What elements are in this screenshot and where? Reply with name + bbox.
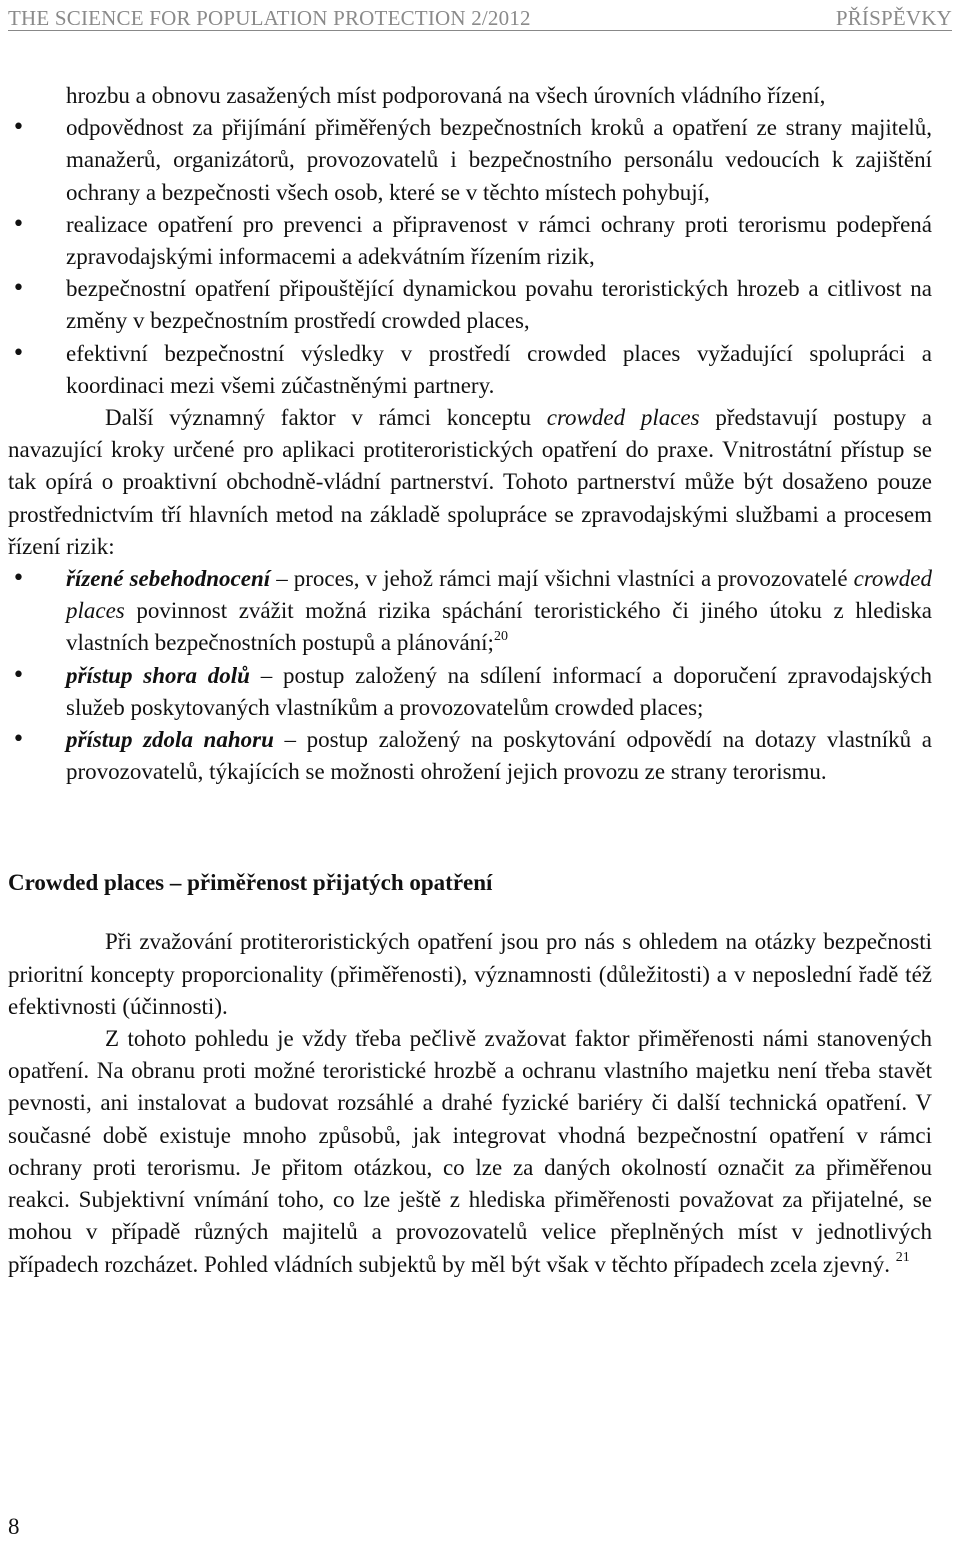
principles-list <box>8 80 932 402</box>
list-item: • řízené sebehodnocení – proces, v jehož rámci mají všichni vlastníci a provozovatelé crowded places povinnost zvážit možná rizika spáchání teroristického či jiného útoku z hlediska vlastních bezpečnostních postupů a plánování;$^{20}$ <box>8 563 932 660</box>
page-body <box>8 80 932 1281</box>
italic-term: crowded places <box>66 566 932 624</box>
method-term: přístup zdola nahoru <box>66 727 274 753</box>
methods-list <box>8 563 932 788</box>
method-term: přístup shora dolů <box>66 662 250 688</box>
method-term: řízené sebehodnocení <box>66 566 271 592</box>
footnote-ref[interactable]: 21 <box>895 1249 910 1265</box>
footnote-ref[interactable]: 20 <box>493 628 508 644</box>
italic-term: crowded places <box>546 405 700 431</box>
list-item: • bezpečnostní opatření připouštějící dynamickou povahu teroristických hrozeb a citlivost na změny v bezpečnostním prostředí crowded places, <box>8 273 932 337</box>
list-item: • přístup shora dolů – postup založený na sdílení informací a doporučení zpravodajských služeb poskytovaných vlastníkům a provozovatelům crowded places; <box>8 660 932 724</box>
list-item: • přístup zdola nahoru – postup založený na poskytování odpovědí na dotazy vlastníků a provozovatelů, týkajících se možnosti ohrožení jejich provozu ze strany terorismu. <box>8 724 932 788</box>
list-item: • odpovědnost za přijímání přiměřených bezpečnostních kroků a opatření ze strany majitelů, manažerů, organizátorů, provozovatelů i bezpečnostního personálu vedoucích k zajištění ochrany a bezpečnosti všech osob, které se v těchto místech pohybují, <box>8 112 932 209</box>
section-label: PŘÍSPĚVKY <box>835 6 952 30</box>
body-paragraph: Při zvažování protiteroristických opatření jsou pro nás s ohledem na otázky bezpečnosti prioritní koncepty proporcionality (přiměřenosti), významnosti (důležitosti) a v neposlední řadě též efektivnosti (účinnosti). <box>8 929 932 1019</box>
journal-title: THE SCIENCE FOR POPULATION PROTECTION 2/2012 <box>8 6 531 30</box>
page-number: 8 <box>8 1514 20 1539</box>
running-header <box>8 4 952 31</box>
body-paragraph: Z tohoto pohledu je vždy třeba pečlivě zvažovat faktor přiměřenosti námi stanovených opatření. Na obranu proti možné teroristické hrozbě a ochranu vlastního majetku není třeba stavět pevnosti, ani instalovat a budovat rozsáhlé a drahé fyzické bariéry či další technická opatření. V současné době existuje mnoho způsobů, jak integrovat vhodná bezpečnostní opatření v rámci ochrany proti terorismu. Je přitom otázkou, co lze za daných okolností označit za přiměřenou reakci. Subjektivní vnímání toho, co lze ještě z hlediska přiměřenosti považovat za přijatelné, se mohou v případě různých majitelů a provozovatelů velice přeplněných míst v jednotlivých případech rozcházet. Pohled vládních subjektů by měl být však v těchto případech zcela zjevný. $^{21}$ <box>8 1026 932 1277</box>
list-item: hrozbu a obnovu zasažených míst podporovaná na všech úrovních vládního řízení, <box>66 83 826 108</box>
section-heading: Crowded places – přiměřenost přijatých opatření <box>8 870 493 896</box>
body-paragraph: Další významný faktor v rámci konceptu crowded places představují postupy a navazující kroky určené pro aplikaci protiteroristických opatření do praxe. Vnitrostátní přístup se tak opírá o proaktivní obchodně-vládní partnerství. Tohoto partnerství může být dosaženo pouze prostřednictvím tří hlavních metod na základě spolupráce se zpravodajskými službami a procesem řízení rizik: <box>8 405 932 559</box>
list-item: • efektivní bezpečnostní výsledky v prostředí crowded places vyžadující spolupráci a koordinaci mezi všemi zúčastněnými partnery. <box>8 338 932 402</box>
list-item: • realizace opatření pro prevenci a připravenost v rámci ochrany proti terorismu podepřená zpravodajskými informacemi a adekvátním řízením rizik, <box>8 209 932 273</box>
